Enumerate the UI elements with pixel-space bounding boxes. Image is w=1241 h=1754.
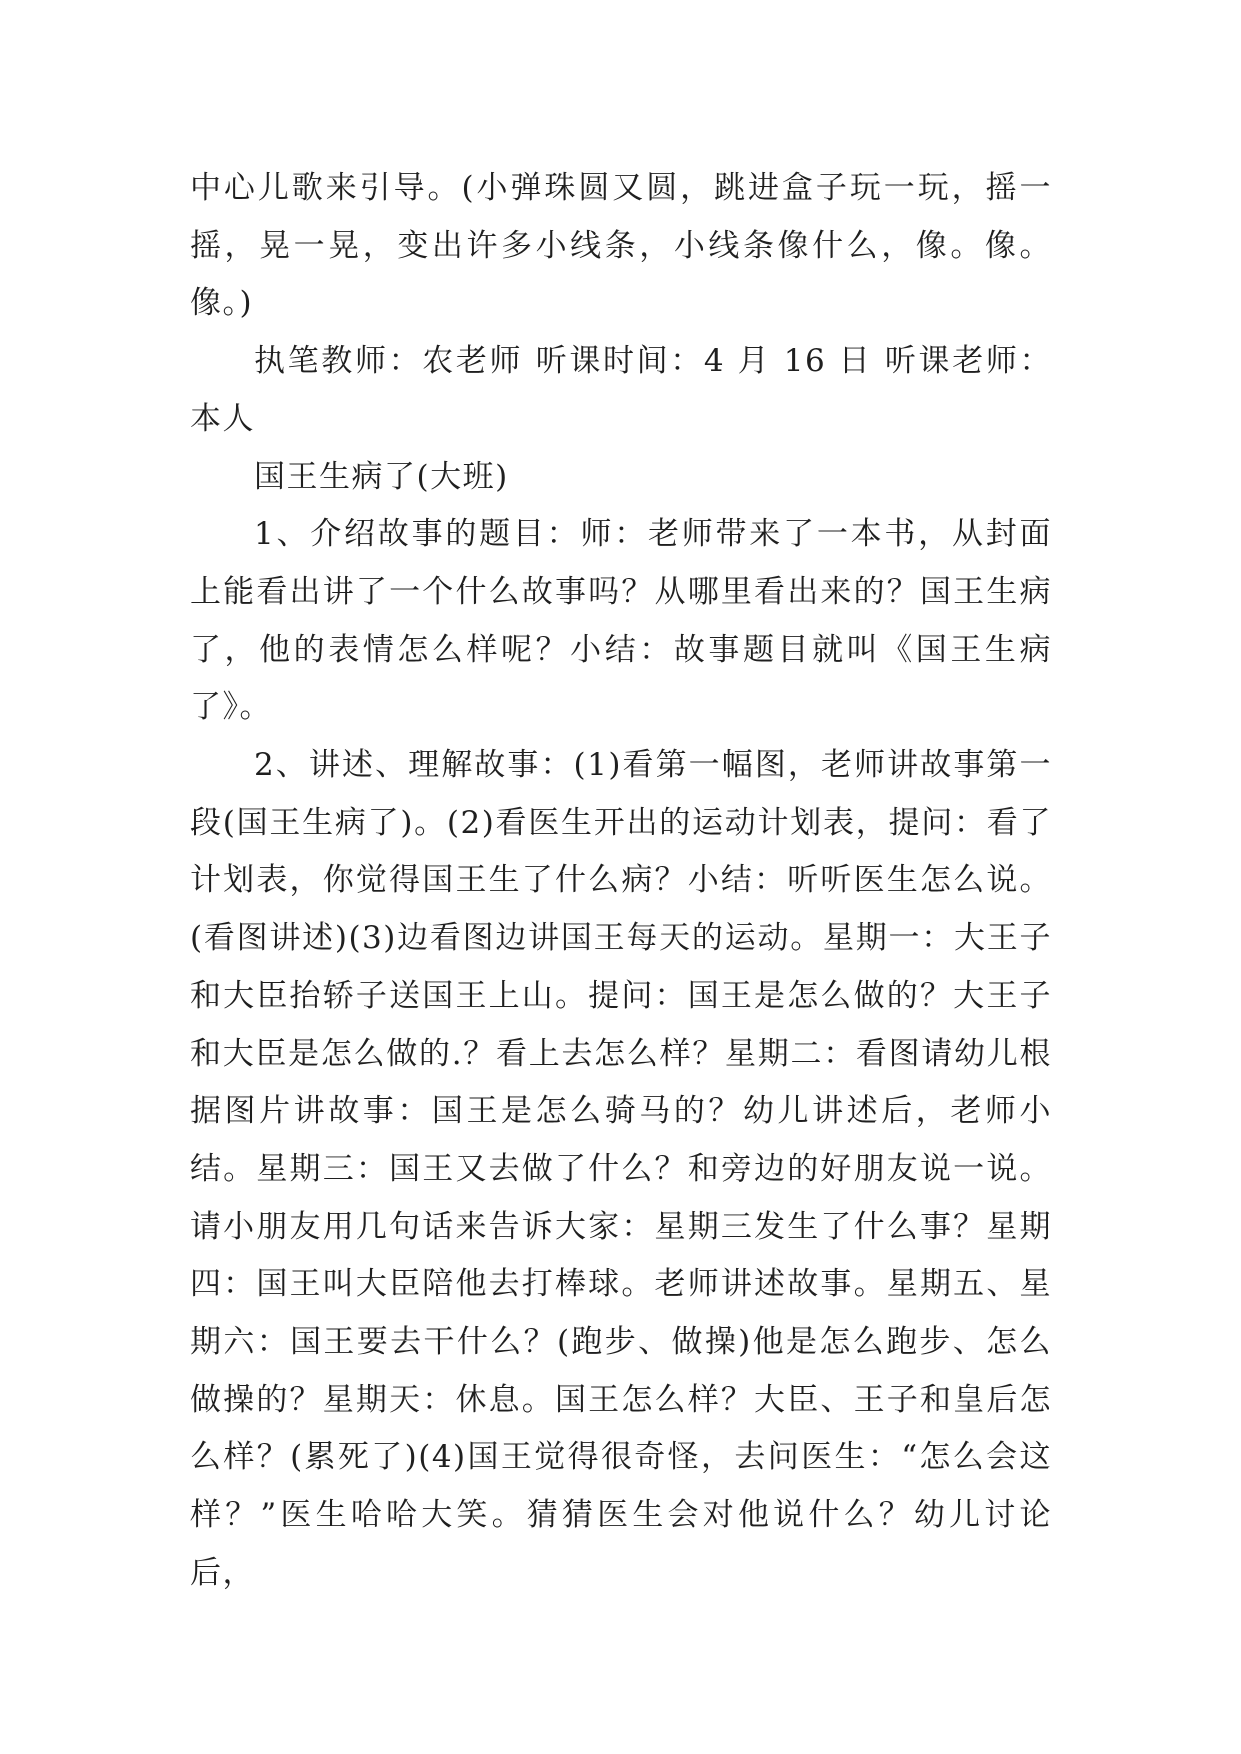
- paragraph-lesson-title: 国王生病了(大班): [254, 458, 509, 495]
- paragraph-step-1: 1、介绍故事的题目：师：老师带来了一本书，从封面上能看出讲了一个什么故事吗？从哪里看出来的？国王生病了，他的表情怎么样呢？小结：故事题目就叫《国王生病了》。: [190, 516, 1052, 726]
- paragraph-step-2: 2、讲述、理解故事：(1)看第一幅图，老师讲故事第一段(国王生病了)。(2)看医生开出的运动计划表，提问：看了计划表，你觉得国王生了什么病？小结：听听医生怎么说。(看图讲述)(3)边看图边讲国王每天的运动。星期一：大王子和大臣抬轿子送国王上山。提问：国王是怎么做的？大王子和大臣是怎么做的.？看上去怎么样？星期二：看图请幼儿根据图片讲故事：国王是怎么骑马的？幼儿讲述后，老师小结。星期三：国王又去做了什么？和旁边的好朋友说一说。请小朋友用几句话来告诉大家：星期三发生了什么事？星期四：国王叫大臣陪他去打棒球。老师讲述故事。星期五、星期六：国王要去干什么？(跑步、做操)他是怎么跑步、怎么做操的？星期天：休息。国王怎么样？大臣、王子和皇后怎么样？(累死了)(4)国王觉得很奇怪，去问医生：“怎么会这样？”医生哈哈大笑。猜猜医生会对他说什么？幼儿讨论后，: [190, 747, 1052, 1591]
- paragraph-song-lyrics: 中心儿歌来引导。(小弹珠圆又圆，跳进盒子玩一玩，摇一摇，晃一晃，变出许多小线条，小线条像什么，像。像。像。): [190, 170, 1052, 322]
- document-body: [190, 160, 1052, 1603]
- paragraph-lesson-info: 执笔教师：农老师 听课时间：4 月 16 日 听课老师：本人: [190, 343, 1052, 437]
